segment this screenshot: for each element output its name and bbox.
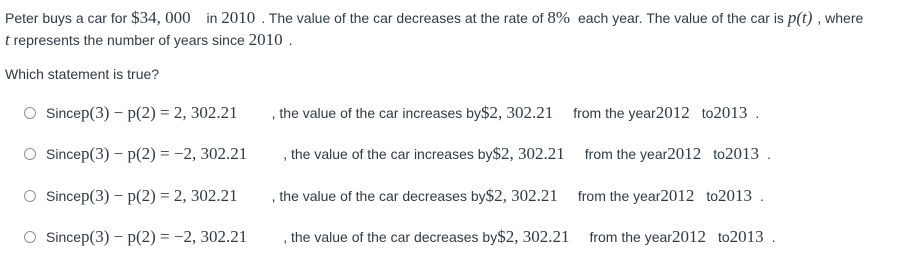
option-amount: $2, 302.21 [497, 227, 570, 246]
option-text: to [717, 229, 730, 245]
option-text: from the year [584, 146, 668, 162]
option-text: , the value of the car increases by [271, 105, 481, 121]
start-year: 2010 [221, 8, 256, 27]
option-end-year: 2013 [724, 144, 759, 163]
option-text: from the year [577, 188, 661, 204]
option-text: . [755, 105, 760, 121]
option-start-year: 2012 [667, 144, 702, 163]
option-end-year: 2013 [713, 103, 748, 122]
option-since-label: Since [46, 146, 82, 162]
question-part: , where [817, 10, 864, 26]
radio-button[interactable] [24, 148, 36, 160]
question-part: in [202, 10, 222, 26]
question-part: each year. The value of the car is [574, 10, 788, 26]
option-end-year: 2013 [718, 186, 753, 205]
option-expression: p(3) − p(2) = −2, 302.21 [81, 227, 248, 246]
answer-option-4[interactable] [24, 224, 776, 250]
option-text: to [713, 146, 725, 162]
option-amount: $2, 302.21 [492, 144, 565, 163]
option-expression: p(3) − p(2) = 2, 302.21 [81, 186, 238, 205]
option-amount: $2, 302.21 [480, 103, 554, 122]
answer-option-2[interactable] [24, 141, 771, 167]
prompt-text: Which statement is true? [5, 66, 160, 82]
radio-button[interactable] [24, 231, 36, 243]
function-p-of-t: p(t) [787, 8, 813, 27]
option-text: from the year [589, 229, 672, 245]
option-text: , the value of the car decreases by [271, 188, 486, 204]
option-text: to [706, 188, 719, 204]
option-since-label: Since [46, 229, 82, 245]
option-amount: $2, 302.21 [485, 186, 558, 205]
option-expression: p(3) − p(2) = −2, 302.21 [81, 144, 248, 163]
variable-t: t [5, 30, 10, 49]
answer-option-3[interactable] [24, 183, 764, 209]
answer-option-1[interactable] [24, 100, 759, 126]
radio-button[interactable] [24, 190, 36, 202]
price-value: $34, 000 [131, 8, 191, 27]
option-since-label: Since [46, 105, 82, 121]
option-start-year: 2012 [671, 227, 706, 246]
option-expression: p(3) − p(2) = 2, 302.21 [81, 103, 238, 122]
option-end-year: 2013 [729, 227, 764, 246]
option-text: to [701, 105, 714, 121]
option-text: , the value of the car decreases by [283, 229, 498, 245]
option-text: from the year [573, 105, 656, 121]
option-since-label: Since [46, 188, 82, 204]
option-text: , the value of the car increases by [283, 146, 493, 162]
option-text: . [766, 146, 771, 162]
option-start-year: 2012 [660, 186, 695, 205]
base-year: 2010 [248, 30, 283, 49]
option-text: . [760, 188, 764, 204]
question-part: . The value of the car decreases at the rate of [261, 10, 548, 26]
radio-button[interactable] [24, 107, 36, 119]
question-part: represents the number of years since [9, 32, 249, 48]
question-part: . [288, 32, 293, 48]
option-text: . [771, 229, 776, 245]
option-start-year: 2012 [655, 103, 690, 122]
question-text [5, 7, 895, 51]
question-part: Peter buys a car for [5, 10, 132, 26]
decrease-rate: 8% [547, 8, 571, 27]
